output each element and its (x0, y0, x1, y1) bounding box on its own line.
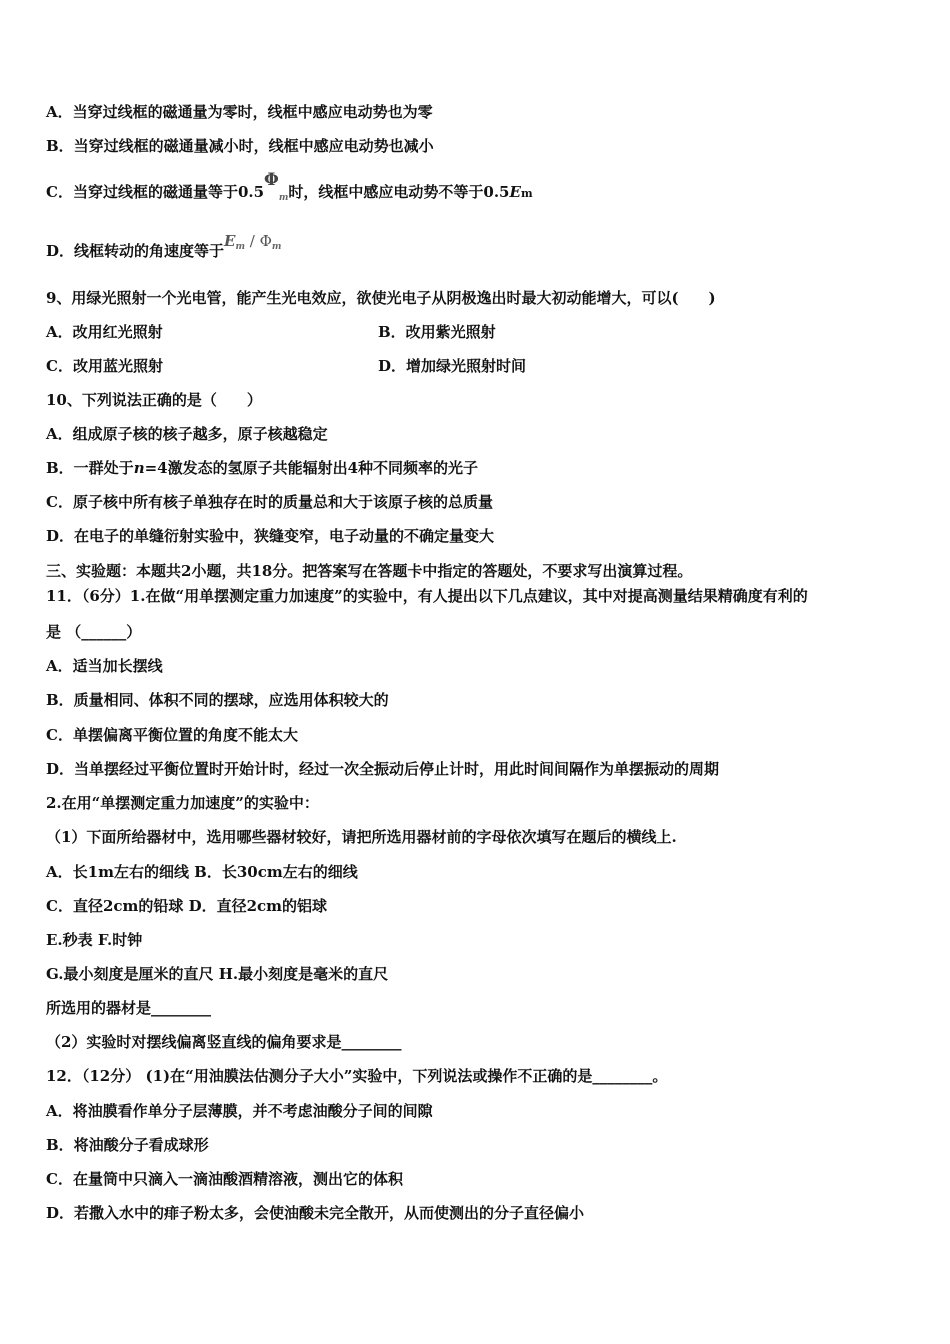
q8-option-d (46, 232, 282, 261)
q12-stem: 12．（12分） (1)在“用油膜法估测分子大小”实验中，下列说法或操作不正确的是________。 (46, 1067, 668, 1085)
phi-symbol: Φ (264, 170, 279, 190)
phi-subscript: m (278, 193, 289, 203)
q10-option-b-text: B．一群处于 (46, 459, 134, 477)
q8-option-c-text-2: 时，线框中感应电动势不等于0.5 (288, 183, 510, 201)
q11-option-a: A．适当加长摆线 (46, 657, 163, 675)
q11-part2-options-ef: E.秒表 F.时钟 (46, 931, 143, 949)
q11-stem-line1: 11．（6分）1.在做“用单摆测定重力加速度”的实验中，有人提出以下几点建议，其中对提高测量结果精确度有利的 (46, 587, 808, 605)
q8-option-b: B．当穿过线框的磁通量减小时，线框中感应电动势也减小 (46, 137, 434, 155)
q12-option-b: B．将油酸分子看成球形 (46, 1136, 209, 1154)
q11-option-b: B．质量相同、体积不同的摆球，应选用体积较大的 (46, 691, 389, 709)
q11-part2-options-gh: G.最小刻度是厘米的直尺 H.最小刻度是毫米的直尺 (46, 965, 389, 983)
emf-symbol: E (509, 183, 521, 201)
q11-option-d: D．当单摆经过平衡位置时开始计时，经过一次全振动后停止计时，用此时间间隔作为单摆振动的周期 (46, 760, 720, 778)
q11-part2-selected-blank: 所选用的器材是________ (46, 999, 212, 1017)
formula-slash-phi: / Φ (244, 232, 272, 250)
q10-option-d: D．在电子的单缝衍射实验中，狭缝变窄，电子动量的不确定量变大 (46, 527, 495, 545)
q11-part2-sub1: （1）下面所给器材中，选用哪些器材较好，请把所选用器材前的字母依次填写在题后的横线上. (46, 828, 677, 846)
q12-option-c: C．在量筒中只滴入一滴油酸酒精溶液，测出它的体积 (46, 1170, 403, 1188)
section-3-heading: 三、实验题：本题共2小题，共18分。把答案写在答题卡中指定的答题处，不要求写出演算过程。 (46, 562, 693, 580)
q9-option-c: C．改用蓝光照射 (46, 357, 163, 375)
q11-part2-options-cd: C．直径2cm的铅球 D．直径2cm的铝球 (46, 897, 328, 915)
n-symbol: n (133, 459, 145, 477)
formula-e: E (224, 232, 236, 250)
emf-subscript: m (520, 187, 533, 200)
q11-part2-options-ab: A．长1m左右的细线 B．长30cm左右的细线 (46, 863, 358, 881)
q8-option-c (46, 170, 533, 203)
formula-phi-sub: m (271, 242, 282, 252)
q10-option-c: C．原子核中所有核子单独存在时的质量总和大于该原子核的总质量 (46, 493, 493, 511)
q11-part2-stem: 2.在用“单摆测定重力加速度”的实验中： (46, 794, 319, 812)
q12-option-d: D．若撒入水中的痱子粉太多，会使油酸未完全散开，从而使测出的分子直径偏小 (46, 1204, 585, 1222)
q10-option-b-text-2: =4激发态的氢原子共能辐射出4种不同频率的光子 (144, 459, 479, 477)
q8-option-c-text: C．当穿过线框的磁通量等于0.5 (46, 183, 265, 201)
q10-option-b (46, 458, 478, 478)
formula-e-sub: m (235, 242, 245, 252)
q9-option-a: A．改用红光照射 (46, 323, 163, 341)
q12-option-a: A．将油膜看作单分子层薄膜，并不考虑油酸分子间的间隙 (46, 1102, 433, 1120)
q9-option-d: D．增加绿光照射时间 (378, 357, 527, 375)
q9-stem: 9、用绿光照射一个光电管，能产生光电效应，欲使光电子从阴极逸出时最大初动能增大，可以( ) (46, 289, 716, 307)
q8-option-d-text: D．线框转动的角速度等于 (46, 242, 225, 260)
q10-stem: 10、下列说法正确的是（ ） (46, 391, 262, 409)
q11-option-c: C．单摆偏离平衡位置的角度不能太大 (46, 726, 298, 744)
omega-formula (224, 232, 281, 250)
q10-option-a: A．组成原子核的核子越多，原子核越稳定 (46, 425, 328, 443)
q8-option-a: A．当穿过线框的磁通量为零时，线框中感应电动势也为零 (46, 103, 433, 121)
q11-stem-line2: 是 （______） (46, 623, 142, 641)
q11-part2-sub2: （2）实验时对摆线偏离竖直线的偏角要求是________ (46, 1033, 402, 1051)
q9-option-b: B．改用紫光照射 (378, 323, 496, 341)
